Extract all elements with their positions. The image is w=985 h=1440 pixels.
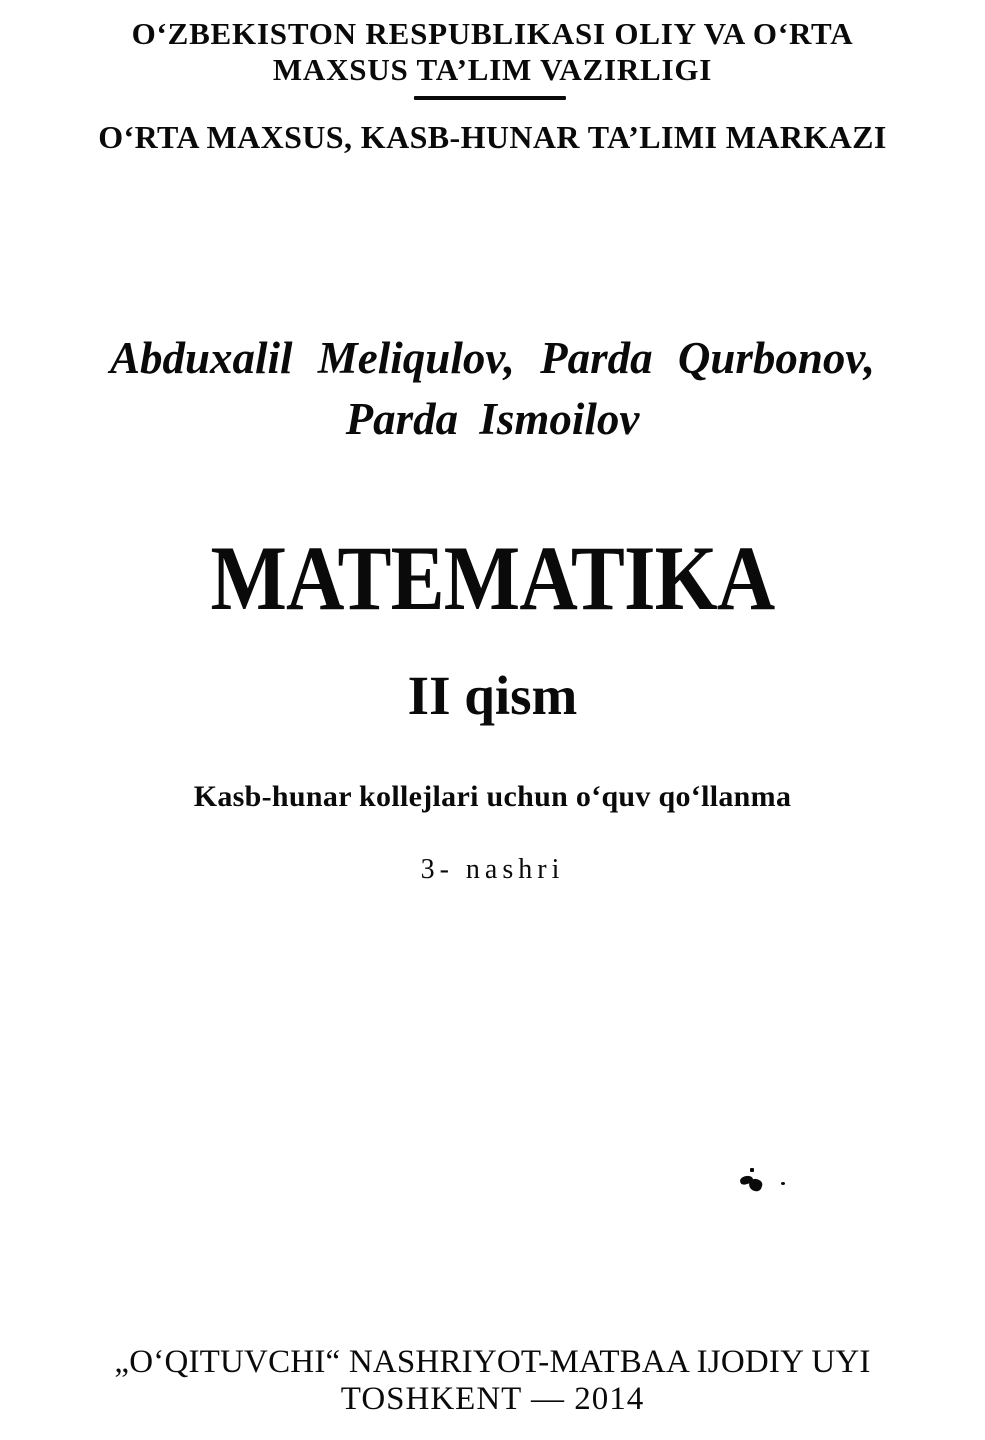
footer-publisher: „O‘QITUVCHI“ NASHRIYOT-MATBAA IJODIY UYI — [114, 1344, 871, 1380]
authors-line1: Abduxalil Meliqulov, Parda Qurbonov, — [110, 333, 875, 383]
ink-smudge-blob — [747, 1177, 763, 1193]
organization-header: O‘RTA MAXSUS, KASB-HUNAR TA’LIMI MARKAZI — [98, 119, 887, 155]
book-edition: 3- nashri — [420, 854, 565, 885]
book-title — [0, 527, 985, 629]
book-part: II qism — [407, 665, 578, 726]
ministry-header-line2: MAXSUS TA’LIM VAZIRLIGI — [272, 52, 713, 87]
ink-smudge-dot — [781, 1182, 785, 1185]
ink-smudge-dot — [750, 1168, 754, 1172]
authors-line2: Parda Ismoilov — [345, 394, 640, 444]
header-divider-rule — [413, 96, 565, 100]
ministry-header-line1: O‘ZBEKISTON RESPUBLIKASI OLIY VA O‘RTA — [131, 16, 854, 51]
book-title-text: MATEMATIKA — [210, 527, 775, 629]
book-description: Kasb-hunar kollejlari uchun o‘quv qo‘llanma — [193, 780, 792, 813]
footer-city-year: TOSHKENT — 2014 — [340, 1381, 645, 1417]
